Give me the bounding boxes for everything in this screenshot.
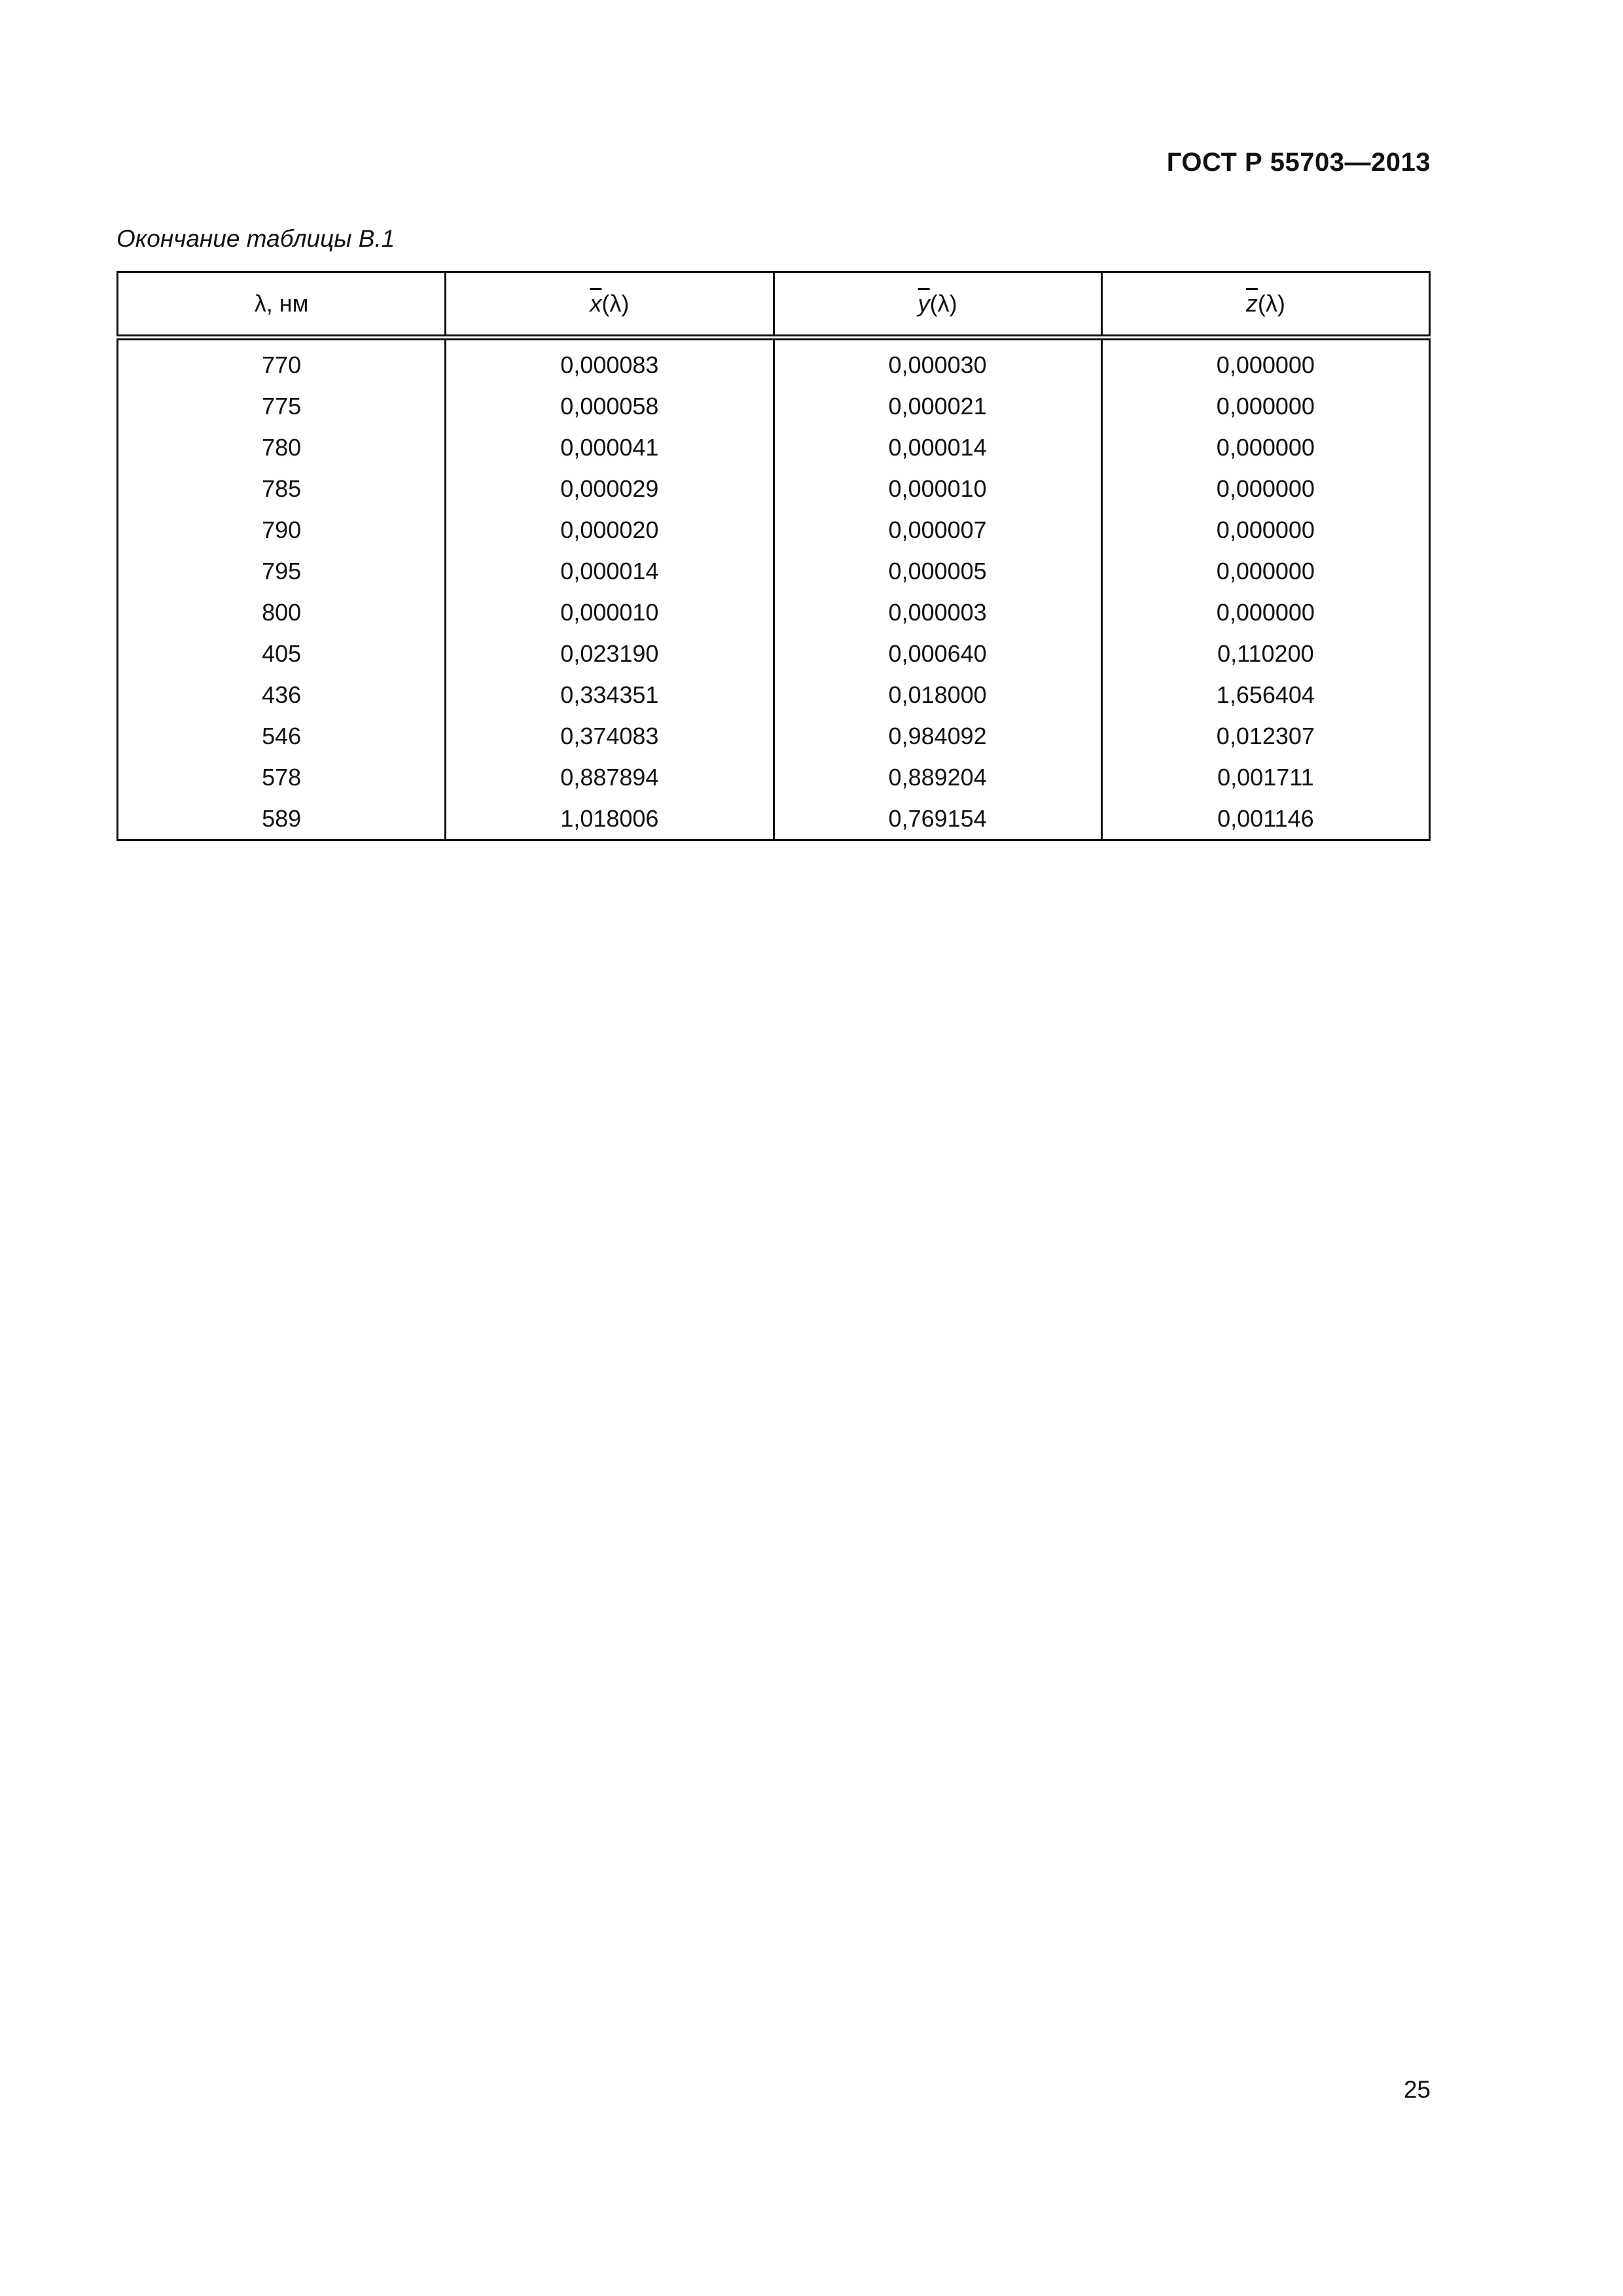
column-header-symbol: $\overline{x}$ [590, 290, 602, 317]
column-header-symbol: $\overline{z}$ [1245, 290, 1258, 317]
table-cell: 0,000000 [1101, 427, 1429, 468]
table-row [118, 386, 1430, 427]
table-cell: 0,000640 [774, 633, 1101, 674]
table-cell: 780 [118, 427, 446, 468]
table-cell: 0,001711 [1101, 757, 1429, 798]
column-header-label: (λ) [1257, 290, 1285, 317]
table-cell: 795 [118, 550, 446, 592]
column-header-label: (λ) [929, 290, 957, 317]
table-row [118, 715, 1430, 757]
table-cell: 0,018000 [774, 674, 1101, 715]
table-cell: 0,000005 [774, 550, 1101, 592]
table-cell: 0,000007 [774, 509, 1101, 550]
data-table [116, 271, 1431, 841]
table-cell: 0,110200 [1101, 633, 1429, 674]
table-cell: 0,374083 [446, 715, 774, 757]
table-row [118, 427, 1430, 468]
table-cell: 0,334351 [446, 674, 774, 715]
column-header-x-bar [446, 272, 774, 338]
table-cell: 0,012307 [1101, 715, 1429, 757]
table-row [118, 633, 1430, 674]
table-cell: 1,018006 [446, 798, 774, 840]
table-cell: 1,656404 [1101, 674, 1429, 715]
table-cell: 0,000000 [1101, 509, 1429, 550]
column-header-z-bar [1101, 272, 1429, 338]
column-header-label: (λ) [601, 290, 630, 317]
column-header-label: λ, нм [254, 290, 309, 317]
table-row [118, 509, 1430, 550]
table-row [118, 798, 1430, 840]
table-cell: 0,000000 [1101, 468, 1429, 509]
table-cell: 0,000020 [446, 509, 774, 550]
table-body [118, 338, 1430, 840]
table-row [118, 592, 1430, 633]
table-cell: 0,000041 [446, 427, 774, 468]
table-cell: 0,000010 [774, 468, 1101, 509]
table-cell: 0,000010 [446, 592, 774, 633]
table-row [118, 674, 1430, 715]
table-cell: 0,000014 [446, 550, 774, 592]
table-cell: 785 [118, 468, 446, 509]
column-header-y-bar [774, 272, 1101, 338]
table-cell: 775 [118, 386, 446, 427]
table-cell: 0,000014 [774, 427, 1101, 468]
table-cell: 436 [118, 674, 446, 715]
table-row [118, 468, 1430, 509]
table-cell: 0,000000 [1101, 592, 1429, 633]
table-header-row [118, 272, 1430, 338]
table-cell: 405 [118, 633, 446, 674]
table-cell: 0,000030 [774, 338, 1101, 386]
table-cell: 770 [118, 338, 446, 386]
table-cell: 0,887894 [446, 757, 774, 798]
page-number: 25 [1403, 2076, 1431, 2103]
table-row [118, 550, 1430, 592]
table-cell: 790 [118, 509, 446, 550]
table-cell: 546 [118, 715, 446, 757]
column-header-wavelength [118, 272, 446, 338]
document-code: ГОСТ Р 55703—2013 [1166, 148, 1431, 177]
table-cell: 0,023190 [446, 633, 774, 674]
column-header-symbol: $\overline{y}$ [918, 290, 930, 317]
table-cell: 0,000000 [1101, 550, 1429, 592]
table-cell: 0,000000 [1101, 338, 1429, 386]
table-cell: 0,000003 [774, 592, 1101, 633]
table-cell: 0,769154 [774, 798, 1101, 840]
table-cell: 0,984092 [774, 715, 1101, 757]
table-cell: 0,889204 [774, 757, 1101, 798]
table-row [118, 757, 1430, 798]
table-cell: 578 [118, 757, 446, 798]
table-cell: 589 [118, 798, 446, 840]
table-row [118, 338, 1430, 386]
table-cell: 0,000058 [446, 386, 774, 427]
table-cell: 0,000000 [1101, 386, 1429, 427]
table-cell: 0,001146 [1101, 798, 1429, 840]
table-caption: Окончание таблицы В.1 [116, 225, 395, 252]
table-cell: 800 [118, 592, 446, 633]
table-cell: 0,000021 [774, 386, 1101, 427]
table-cell: 0,000029 [446, 468, 774, 509]
table-cell: 0,000083 [446, 338, 774, 386]
